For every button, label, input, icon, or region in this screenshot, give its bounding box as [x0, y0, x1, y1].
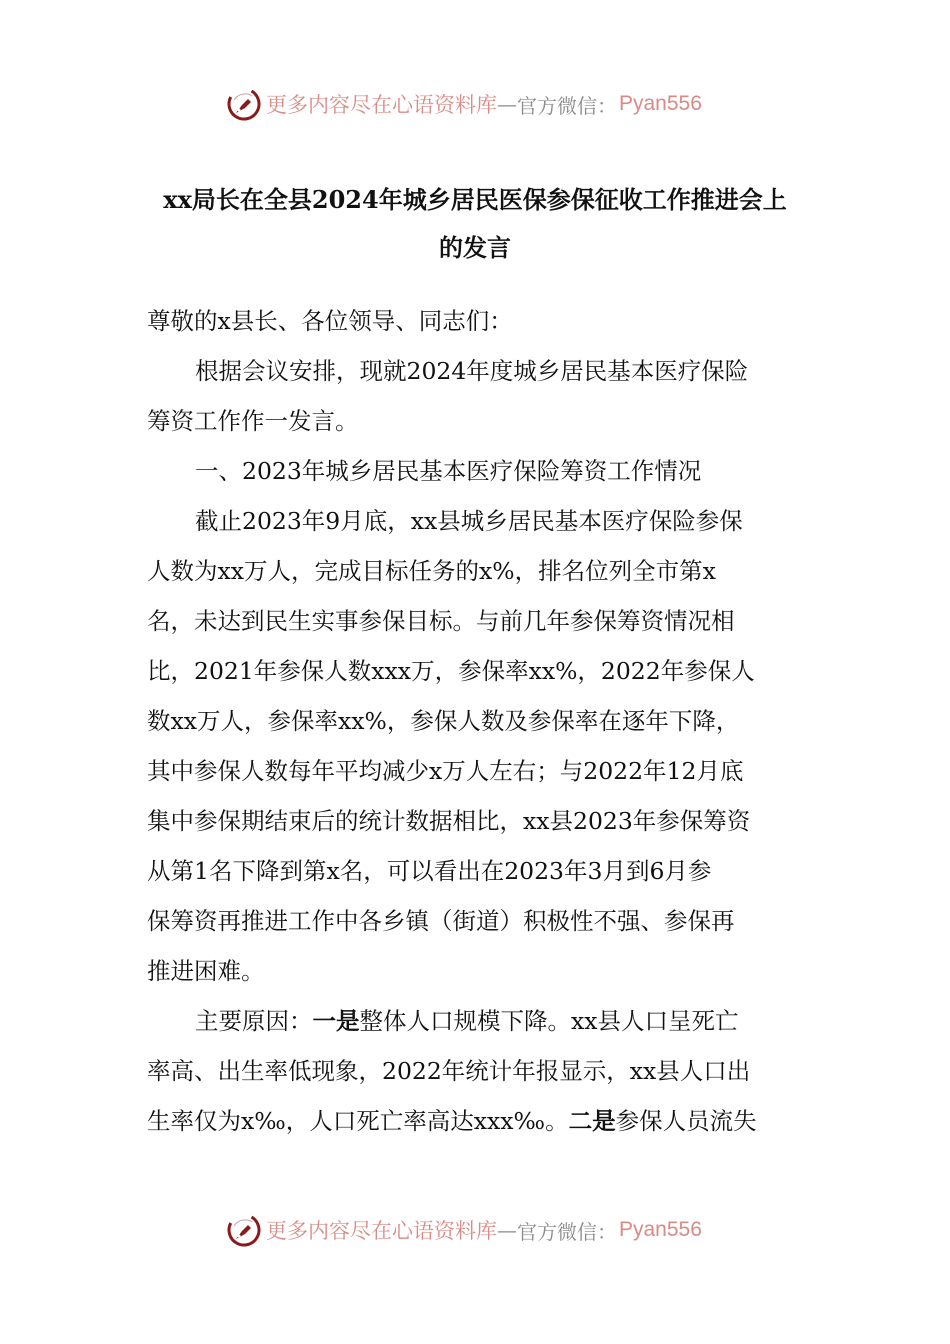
reasons-label: 主要原因： [195, 1007, 313, 1035]
paragraph-status [147, 496, 807, 996]
title-line-2: 的发言 [439, 233, 511, 262]
text-line: 保筹资再推进工作中各乡镇（街道）积极性不强、参保再 [147, 907, 735, 935]
text-line: 根据会议安排，现就2024年度城乡居民基本医疗保险 [195, 357, 749, 385]
text-line: 人数为xx万人，完成目标任务的x%，排名位列全市第x [147, 557, 716, 585]
title-line-1: xx局长在全县2024年城乡居民医保参保征收工作推进会上 [163, 185, 787, 214]
footer-watermark-banner [226, 1208, 726, 1252]
reason-text: 参保人员流失 [615, 1107, 757, 1135]
text-line [147, 1096, 807, 1146]
document-title [140, 176, 810, 272]
brand-text: 更多内容尽在心语资料库 [266, 93, 497, 117]
paragraph-intro [147, 346, 807, 446]
pen-nib-circle-icon [226, 1212, 262, 1248]
wechat-id: Pyan556 [619, 1218, 702, 1241]
text-line: 从第1名下降到第x名，可以看出在2023年3月到6月参 [147, 857, 712, 885]
header-watermark-banner [226, 82, 726, 126]
section-heading: 一、2023年城乡居民基本医疗保险筹资工作情况 [195, 457, 702, 485]
dash: — [497, 92, 517, 116]
pen-nib-circle-icon [226, 86, 262, 122]
brand-text: 更多内容尽在心语资料库 [266, 1219, 497, 1243]
text-line: 比，2021年参保人数xxx万，参保率xx%，2022年参保人 [147, 657, 755, 685]
text-line [147, 996, 807, 1046]
reason-marker-2: 二是 [568, 1107, 616, 1135]
text-line: 截止2023年9月底，xx县城乡居民基本医疗保险参保 [195, 507, 743, 535]
text-line: 筹资工作作一发言。 [147, 407, 359, 435]
salutation: 尊敬的x县长、各位领导、同志们： [147, 307, 513, 335]
wechat-id: Pyan556 [619, 92, 702, 115]
text-line: 名，未达到民生实事参保目标。与前几年参保筹资情况相 [147, 607, 735, 635]
dash: — [497, 1218, 517, 1242]
text-line: 率高、出生率低现象，2022年统计年报显示，xx县人口出 [147, 1057, 751, 1085]
reason-text: 整体人口规模下降。xx县人口呈死亡 [359, 1007, 739, 1035]
wechat-label: 官方微信： [517, 1219, 617, 1244]
text-line: 其中参保人数每年平均减少x万人左右；与2022年12月底 [147, 757, 744, 785]
reason-text: 生率仅为x‰，人口死亡率高达xxx‰。 [147, 1107, 569, 1135]
text-line: 数xx万人，参保率xx%，参保人数及参保率在逐年下降， [147, 707, 740, 735]
reason-marker-1: 一是 [312, 1007, 360, 1035]
document-body [147, 296, 807, 1146]
text-line: 推进困难。 [147, 957, 265, 985]
wechat-label: 官方微信： [517, 93, 617, 118]
paragraph-reasons [147, 996, 807, 1146]
text-line: 集中参保期结束后的统计数据相比，xx县2023年参保筹资 [147, 807, 751, 835]
